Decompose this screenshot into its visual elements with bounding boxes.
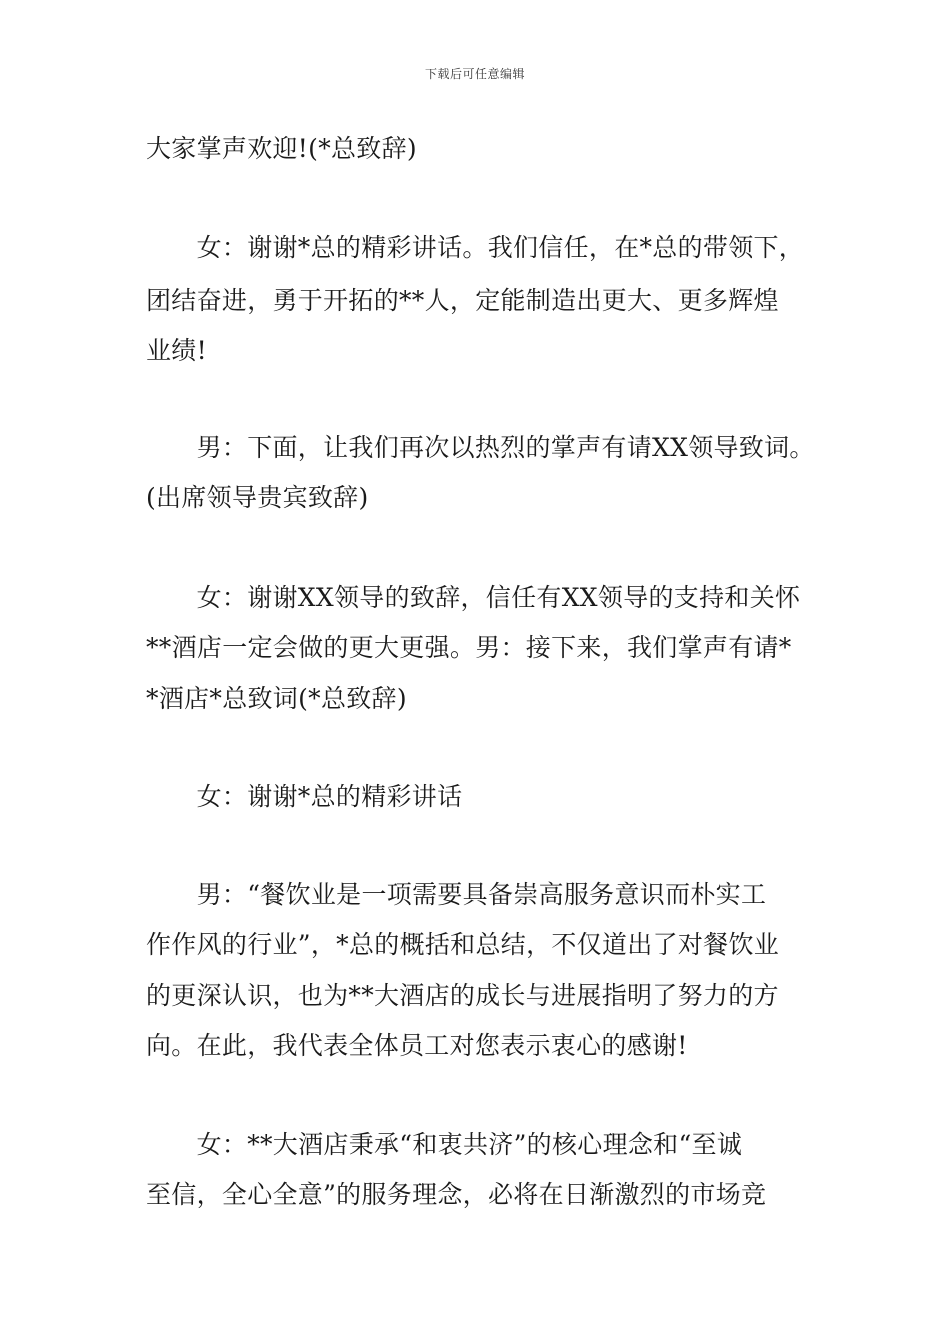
- text-line: (出席领导贵宾致辞): [146, 483, 369, 512]
- text-line: 女：**大酒店秉承“和衷共济”的核心理念和“至诚: [146, 1130, 743, 1159]
- text-line: 的更深认识，也为**大酒店的成长与进展指明了努力的方: [146, 981, 779, 1010]
- text-line: 团结奋进，勇于开拓的**人，定能制造出更大、更多辉煌: [146, 286, 779, 315]
- text-line: 作作风的行业”，*总的概括和总结，不仅道出了对餐饮业: [146, 930, 780, 959]
- text-line: 业绩!: [146, 336, 207, 365]
- text-line: 男：“餐饮业是一项需要具备崇高服务意识而朴实工: [146, 880, 767, 909]
- text-line: 至信，全心全意”的服务理念，必将在日渐激烈的市场竞: [146, 1180, 767, 1209]
- text-line: 向。在此，我代表全体员工对您表示衷心的感谢!: [146, 1031, 688, 1060]
- text-line: 女：谢谢*总的精彩讲话。我们信任，在*总的带领下，: [146, 233, 805, 262]
- text-line: 大家掌声欢迎!(*总致辞): [146, 134, 417, 163]
- text-line: **酒店一定会做的更大更强。男：接下来，我们掌声有请*: [146, 633, 792, 662]
- text-line: 男：下面，让我们再次以热烈的掌声有请XX领导致词。: [146, 433, 815, 462]
- text-line: 女：谢谢XX领导的致辞，信任有XX领导的支持和关怀: [146, 583, 801, 612]
- text-line: *酒店*总致词(*总致辞): [146, 684, 407, 713]
- text-line: 女：谢谢*总的精彩讲话: [146, 782, 463, 811]
- page-header: 下载后可任意编辑: [424, 67, 525, 81]
